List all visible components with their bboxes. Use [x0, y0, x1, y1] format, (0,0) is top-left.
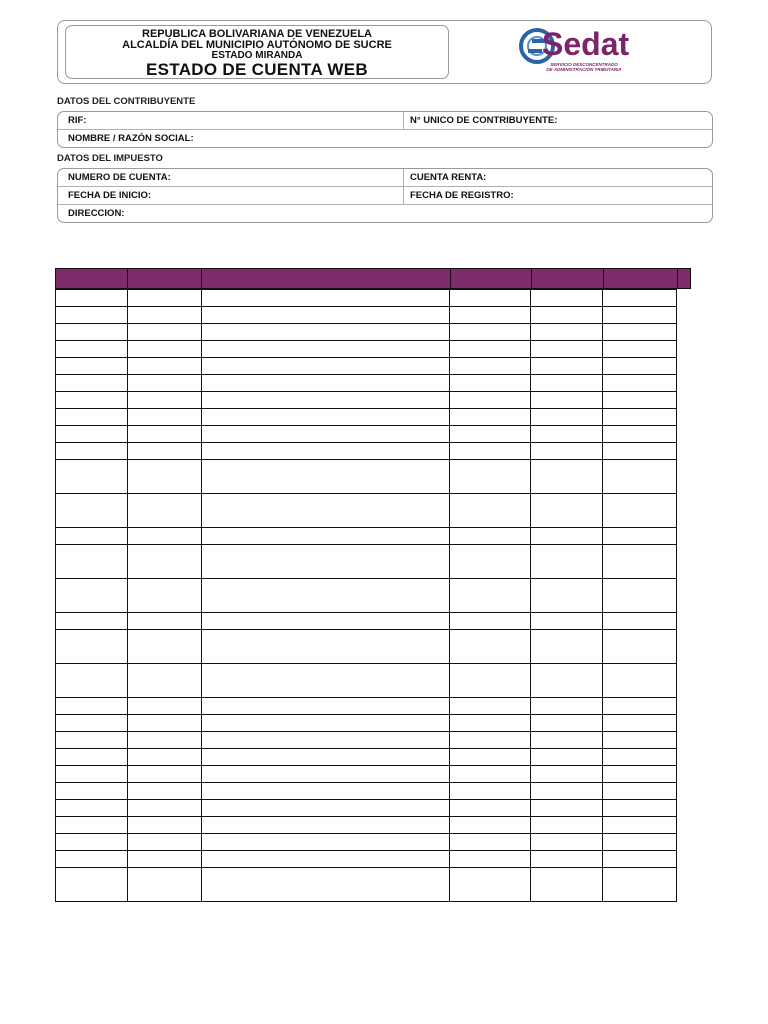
table-cell — [450, 715, 531, 732]
table-cell — [450, 664, 531, 698]
table-cell — [56, 664, 128, 698]
table-cell — [201, 630, 450, 664]
table-cell — [201, 834, 450, 851]
table-cell — [531, 834, 603, 851]
table-cell — [603, 715, 677, 732]
table-cell — [531, 817, 603, 834]
table-cell — [450, 494, 531, 528]
table-cell — [127, 426, 201, 443]
table-cell — [450, 851, 531, 868]
table-cell — [56, 528, 128, 545]
table-cell — [127, 528, 201, 545]
table-cell — [531, 698, 603, 715]
table-cell — [127, 443, 201, 460]
table-cell — [127, 324, 201, 341]
table-cell — [201, 341, 450, 358]
table-cell — [531, 392, 603, 409]
table-cell — [603, 698, 677, 715]
numero-unico-label: N° UNICO DE CONTRIBUYENTE: — [410, 115, 558, 126]
table-cell — [603, 443, 677, 460]
table-cell — [201, 664, 450, 698]
table-cell — [201, 443, 450, 460]
table-header-cell — [202, 269, 451, 288]
table-cell — [127, 766, 201, 783]
table-cell — [56, 341, 128, 358]
table-cell — [127, 460, 201, 494]
table-cell — [127, 392, 201, 409]
logo-subtitle — [536, 62, 632, 72]
table-cell — [450, 290, 531, 307]
table-cell — [450, 732, 531, 749]
table-cell — [603, 290, 677, 307]
table-cell — [531, 375, 603, 392]
table-row — [56, 851, 677, 868]
contribuyente-box — [57, 111, 713, 148]
table-cell — [450, 783, 531, 800]
table-cell — [201, 800, 450, 817]
fecha-registro-label: FECHA DE REGISTRO: — [410, 190, 514, 201]
table-row — [56, 783, 677, 800]
sedat-logo — [518, 27, 630, 75]
table-row — [56, 817, 677, 834]
table-cell — [127, 800, 201, 817]
table-cell — [603, 375, 677, 392]
table-cell — [56, 783, 128, 800]
table-cell — [531, 783, 603, 800]
table-cell — [56, 290, 128, 307]
table-cell — [56, 613, 128, 630]
table-row — [56, 443, 677, 460]
table-cell — [531, 494, 603, 528]
table-cell — [127, 834, 201, 851]
table-cell — [603, 800, 677, 817]
table-cell — [450, 528, 531, 545]
table-row — [56, 528, 677, 545]
table-cell — [127, 494, 201, 528]
table-row — [56, 460, 677, 494]
table-cell — [127, 817, 201, 834]
table-cell — [127, 851, 201, 868]
header-line-alcaldia: ALCALDÍA DEL MUNICIPIO AUTÓNOMO DE SUCRE — [122, 39, 392, 51]
table-cell — [56, 817, 128, 834]
table-cell — [201, 817, 450, 834]
table-cell — [531, 749, 603, 766]
table-cell — [531, 528, 603, 545]
table-row — [56, 426, 677, 443]
table-row — [56, 630, 677, 664]
table-cell — [450, 613, 531, 630]
table-cell — [603, 613, 677, 630]
table-cell — [56, 834, 128, 851]
table-cell — [531, 868, 603, 902]
table-cell — [450, 375, 531, 392]
header-line-estado: ESTADO MIRANDA — [211, 50, 303, 61]
table-cell — [603, 392, 677, 409]
table-row — [56, 732, 677, 749]
table-cell — [531, 613, 603, 630]
table-cell — [201, 715, 450, 732]
table-cell — [201, 528, 450, 545]
table-cell — [201, 851, 450, 868]
table-cell — [531, 664, 603, 698]
numero-cuenta-label: NUMERO DE CUENTA: — [58, 169, 404, 186]
table-cell — [603, 749, 677, 766]
table-cell — [531, 426, 603, 443]
table-cell — [127, 375, 201, 392]
table-cell — [201, 494, 450, 528]
table-cell — [56, 443, 128, 460]
table-cell — [603, 460, 677, 494]
table-cell — [201, 783, 450, 800]
table-cell — [127, 664, 201, 698]
table-cell — [56, 545, 128, 579]
fecha-inicio-label: FECHA DE INICIO: — [58, 187, 404, 204]
statement-table — [55, 289, 677, 902]
table-cell — [127, 579, 201, 613]
logo-subtitle-line2: DE ADMINISTRACIÓN TRIBUTARIA — [546, 67, 622, 72]
table-cell — [201, 307, 450, 324]
table-cell — [450, 698, 531, 715]
table-row — [56, 545, 677, 579]
table-cell — [450, 426, 531, 443]
header-line-republic: REPUBLICA BOLIVARIANA DE VENEZUELA — [142, 28, 372, 40]
table-cell — [531, 324, 603, 341]
table-cell — [531, 800, 603, 817]
table-cell — [603, 817, 677, 834]
table-cell — [450, 341, 531, 358]
table-cell — [56, 392, 128, 409]
table-cell — [127, 783, 201, 800]
table-cell — [56, 698, 128, 715]
table-cell — [603, 426, 677, 443]
table-cell — [603, 630, 677, 664]
table-cell — [450, 817, 531, 834]
table-row — [56, 358, 677, 375]
table-cell — [450, 443, 531, 460]
table-cell — [603, 528, 677, 545]
table-cell — [531, 358, 603, 375]
table-cell — [450, 749, 531, 766]
table-row — [56, 290, 677, 307]
table-row — [56, 375, 677, 392]
table-cell — [603, 324, 677, 341]
table-cell — [603, 664, 677, 698]
table-cell — [201, 324, 450, 341]
table-cell — [201, 290, 450, 307]
impuesto-row-2 — [58, 187, 712, 205]
nombre-razon-social-label: NOMBRE / RAZÓN SOCIAL: — [68, 133, 194, 144]
table-row — [56, 664, 677, 698]
table-cell — [127, 358, 201, 375]
contribuyente-row-1 — [58, 112, 712, 130]
table-cell — [531, 290, 603, 307]
cuenta-renta-label: CUENTA RENTA: — [410, 172, 487, 183]
table-row — [56, 307, 677, 324]
table-cell — [603, 732, 677, 749]
table-row — [56, 392, 677, 409]
table-cell — [201, 732, 450, 749]
table-header-cell — [451, 269, 532, 288]
table-cell — [127, 868, 201, 902]
table-cell — [450, 460, 531, 494]
header-title-box — [65, 25, 449, 79]
table-cell — [201, 426, 450, 443]
table-cell — [201, 375, 450, 392]
table-header-cell — [532, 269, 604, 288]
table-row — [56, 579, 677, 613]
table-cell — [450, 358, 531, 375]
table-row — [56, 494, 677, 528]
table-cell — [56, 732, 128, 749]
table-cell — [201, 868, 450, 902]
table-cell — [603, 783, 677, 800]
table-cell — [450, 800, 531, 817]
table-cell — [56, 375, 128, 392]
table-cell — [531, 732, 603, 749]
document-title: ESTADO DE CUENTA WEB — [146, 60, 368, 79]
direccion-label: DIRECCION: — [68, 208, 125, 219]
table-cell — [450, 868, 531, 902]
table-cell — [603, 494, 677, 528]
table-row — [56, 749, 677, 766]
table-row — [56, 766, 677, 783]
table-cell — [201, 579, 450, 613]
table-cell — [531, 630, 603, 664]
table-cell — [127, 341, 201, 358]
table-cell — [201, 460, 450, 494]
table-cell — [603, 851, 677, 868]
table-cell — [127, 630, 201, 664]
table-header-cell — [128, 269, 202, 288]
table-cell — [56, 579, 128, 613]
table-cell — [450, 766, 531, 783]
table-cell — [450, 630, 531, 664]
table-cell — [603, 868, 677, 902]
table-cell — [127, 613, 201, 630]
table-cell — [531, 307, 603, 324]
table-cell — [127, 545, 201, 579]
table-header-cell — [56, 269, 128, 288]
logo-subtitle-line1: SERVICIO DESCONCENTRADO — [550, 62, 618, 67]
table-row — [56, 698, 677, 715]
table-cell — [450, 579, 531, 613]
table-cell — [603, 834, 677, 851]
table-cell — [56, 800, 128, 817]
table-cell — [603, 409, 677, 426]
table-cell — [450, 324, 531, 341]
table-cell — [531, 766, 603, 783]
table-cell — [56, 409, 128, 426]
section-label-impuesto: DATOS DEL IMPUESTO — [57, 153, 163, 164]
table-cell — [127, 732, 201, 749]
rif-label: RIF: — [58, 112, 404, 129]
table-cell — [450, 834, 531, 851]
table-cell — [127, 409, 201, 426]
table-cell — [531, 851, 603, 868]
section-label-contribuyente: DATOS DEL CONTRIBUYENTE — [57, 96, 196, 107]
table-cell — [603, 579, 677, 613]
impuesto-row-1 — [58, 169, 712, 187]
impuesto-box — [57, 168, 713, 223]
table-cell — [127, 307, 201, 324]
table-cell — [56, 766, 128, 783]
table-cell — [450, 545, 531, 579]
table-cell — [201, 766, 450, 783]
table-cell — [450, 307, 531, 324]
table-cell — [531, 341, 603, 358]
table-cell — [603, 358, 677, 375]
table-cell — [603, 307, 677, 324]
table-cell — [56, 715, 128, 732]
table-cell — [450, 392, 531, 409]
table-cell — [56, 494, 128, 528]
table-row — [56, 409, 677, 426]
table-row — [56, 800, 677, 817]
table-cell — [127, 698, 201, 715]
table-cell — [56, 868, 128, 902]
table-cell — [201, 545, 450, 579]
table-cell — [56, 324, 128, 341]
impuesto-row-3 — [58, 205, 712, 222]
table-row — [56, 868, 677, 902]
table-cell — [201, 613, 450, 630]
table-cell — [531, 715, 603, 732]
table-cell — [531, 545, 603, 579]
table-row — [56, 341, 677, 358]
table-header-cell — [604, 269, 678, 288]
table-cell — [531, 443, 603, 460]
contribuyente-row-2 — [58, 130, 712, 147]
table-cell — [201, 392, 450, 409]
table-cell — [450, 409, 531, 426]
table-cell — [603, 545, 677, 579]
document-header — [57, 20, 712, 84]
table-cell — [603, 766, 677, 783]
table-cell — [127, 715, 201, 732]
table-row — [56, 834, 677, 851]
table-cell — [127, 290, 201, 307]
table-cell — [603, 341, 677, 358]
table-header — [55, 268, 691, 289]
table-cell — [56, 358, 128, 375]
logo-wordmark: Sedat — [542, 26, 630, 62]
table-cell — [201, 358, 450, 375]
table-cell — [531, 460, 603, 494]
table-cell — [531, 579, 603, 613]
table-cell — [127, 749, 201, 766]
table-cell — [201, 749, 450, 766]
table-cell — [56, 460, 128, 494]
table-cell — [56, 307, 128, 324]
table-cell — [56, 749, 128, 766]
table-cell — [201, 698, 450, 715]
table-cell — [531, 409, 603, 426]
table-cell — [201, 409, 450, 426]
table-cell — [56, 630, 128, 664]
table-row — [56, 613, 677, 630]
table-cell — [56, 851, 128, 868]
table-row — [56, 715, 677, 732]
table-cell — [56, 426, 128, 443]
table-row — [56, 324, 677, 341]
